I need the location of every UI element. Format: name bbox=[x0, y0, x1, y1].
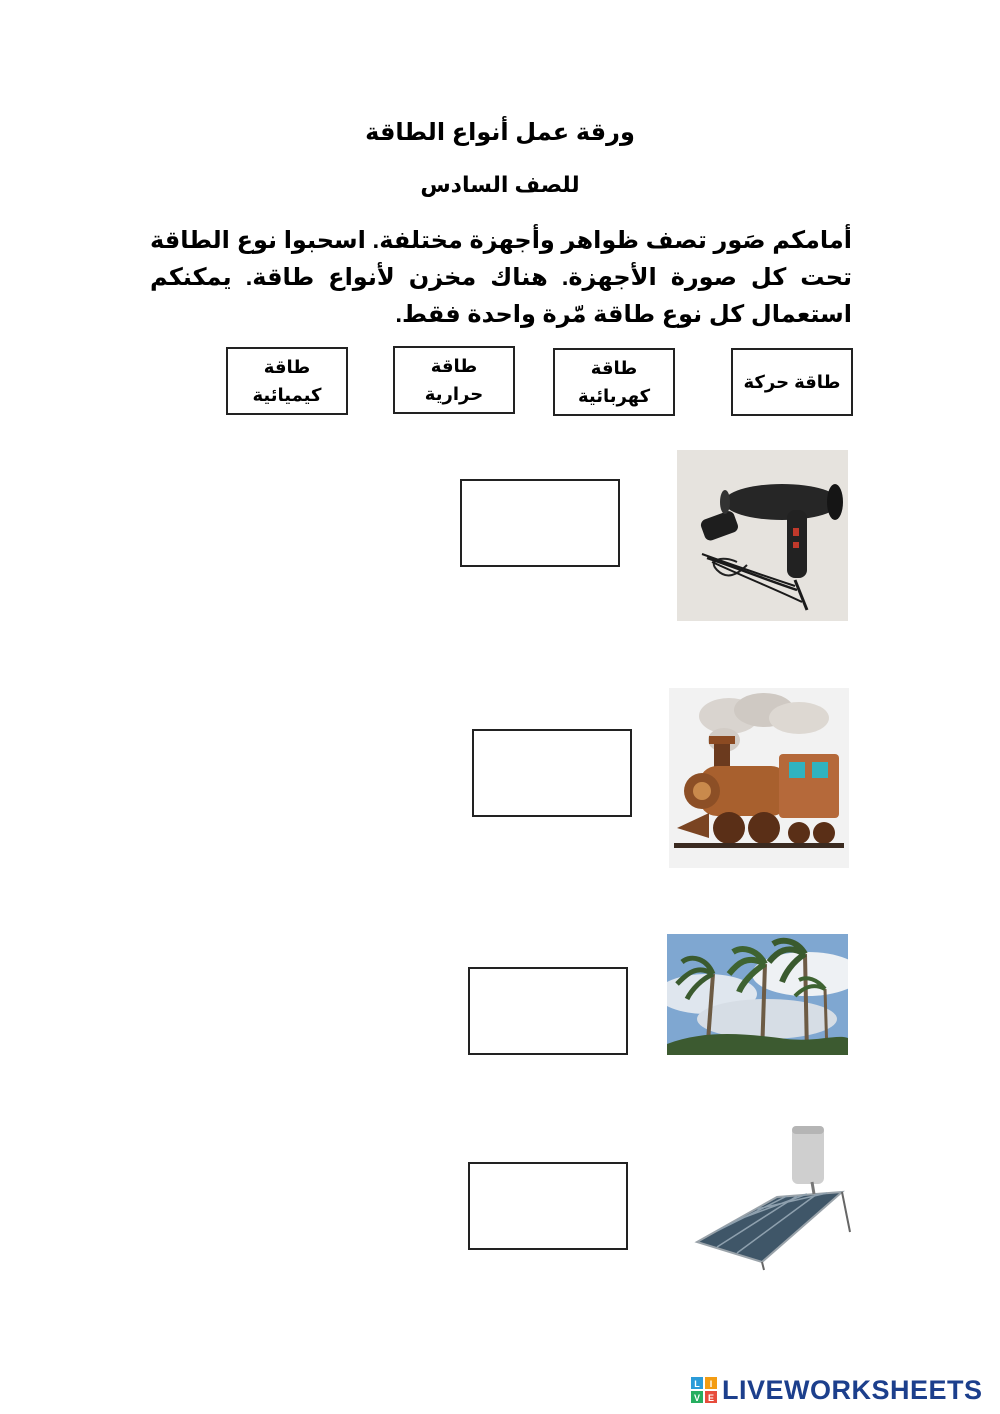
liveworksheets-logo bbox=[690, 1372, 983, 1408]
logo-mark-letter: L bbox=[694, 1379, 700, 1389]
energy-chip-label: طاقة حركة bbox=[743, 372, 841, 392]
energy-chip-label: طاقة حرارية bbox=[424, 356, 484, 404]
energy-chip-chemical[interactable] bbox=[226, 347, 348, 415]
answer-drop-box-4[interactable] bbox=[468, 1162, 628, 1250]
answer-drop-box-3[interactable] bbox=[468, 967, 628, 1055]
energy-chip-kinetic[interactable] bbox=[731, 348, 853, 416]
energy-chip-label: طاقة كيميائية bbox=[252, 357, 322, 405]
energy-chip-label: طاقة كهربائية bbox=[577, 358, 651, 406]
energy-chip-electrical[interactable] bbox=[553, 348, 675, 416]
worksheet-instructions: أمامكم صَور تصف ظواهر وأجهزة مختلفة. اسحبوا نوع الطاقة تحت كل صورة الأجهزة. هناك مخزن لأنواع طاقة. يمكنكم استعمال كل نوع طاقة مّرة واحدة فقط. bbox=[150, 227, 852, 328]
liveworksheets-brand-text: LIVEWORKSHEETS bbox=[722, 1374, 983, 1405]
worksheet-title: ورقة عمل أنواع الطاقة bbox=[365, 119, 635, 146]
solar-water-heater-image bbox=[692, 1122, 852, 1272]
logo-mark-letter: I bbox=[709, 1379, 713, 1389]
liveworksheets-logo-icon bbox=[690, 1376, 718, 1404]
answer-drop-box-2[interactable] bbox=[472, 729, 632, 817]
hair-dryer-image bbox=[677, 450, 848, 621]
steam-locomotive-image bbox=[669, 688, 849, 868]
worksheet-subtitle: للصف السادس bbox=[420, 172, 580, 197]
palm-trees-wind-image bbox=[667, 934, 848, 1055]
answer-drop-box-1[interactable] bbox=[460, 479, 620, 567]
logo-mark-letter: V bbox=[693, 1393, 701, 1403]
logo-mark-letter: E bbox=[707, 1393, 715, 1403]
energy-chip-thermal[interactable] bbox=[393, 346, 515, 414]
